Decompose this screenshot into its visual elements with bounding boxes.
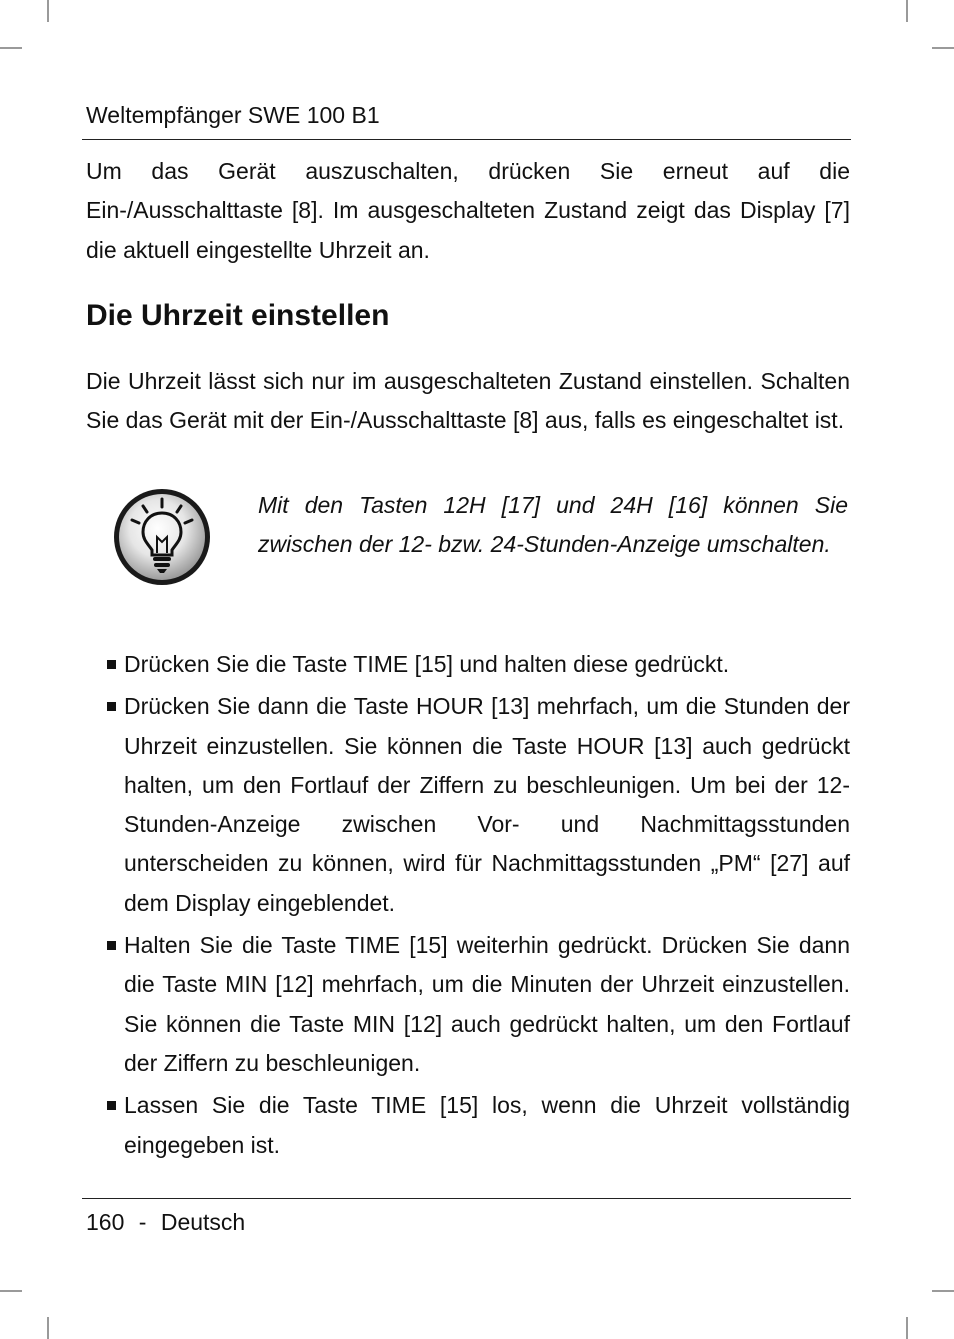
step-text: Halten Sie die Taste TIME [15] weiterhin gedrückt. Drücken Sie dann die Taste MIN [12] mehrfach, um die Minuten der Uhrzeit einzustellen. Sie können die Taste MIN [12] auch gedrückt halten, um den Fortlauf der Ziffern zu beschleunigen. [124, 932, 850, 1076]
intro-paragraph: Um das Gerät auszuschalten, drücken Sie erneut auf die Ein-/Ausschalttaste [8]. Im ausgeschalteten Zustand zeigt das Display [7] die aktuell eingestellte Uhrzeit an. [86, 158, 850, 263]
section-heading: Die Uhrzeit einstellen [86, 299, 390, 332]
crop-mark [0, 47, 22, 49]
footer-separator: - [138, 1209, 147, 1235]
crop-mark [0, 1290, 22, 1292]
footer-rule [82, 1198, 851, 1199]
steps-list [86, 645, 850, 1168]
list-item [86, 926, 850, 1083]
page-footer [86, 1207, 245, 1237]
crop-mark [932, 1290, 954, 1292]
crop-mark [47, 1317, 49, 1339]
crop-mark [932, 47, 954, 49]
list-item [86, 645, 850, 684]
step-text: Drücken Sie dann die Taste HOUR [13] mehrfach, um die Stunden der Uhrzeit einzustellen. Sie können die Taste HOUR [13] auch gedrückt halten, um den Fortlauf der Ziffern zu beschleunigen. Um bei der 12-Stunden-Anzeige zwischen Vor- und Nachmittagsstunden unterscheiden zu können, wird für Nachmittagsstunden „PM“ [27] auf dem Display eingeblendet. [124, 693, 850, 916]
list-item [86, 687, 850, 923]
crop-mark [47, 0, 49, 22]
lightbulb-icon [112, 487, 212, 587]
bullet-square-icon [107, 941, 116, 950]
section-paragraph: Die Uhrzeit lässt sich nur im ausgeschalteten Zustand einstellen. Schalten Sie das Gerät mit der Ein-/Ausschalttaste [8] aus, falls es eingeschaltet ist. [86, 368, 850, 434]
header-rule [82, 139, 851, 140]
list-item [86, 1086, 850, 1165]
step-text: Drücken Sie die Taste TIME [15] und halten diese gedrückt. [124, 651, 730, 677]
bullet-square-icon [107, 702, 116, 711]
step-text: Lassen Sie die Taste TIME [15] los, wenn die Uhrzeit vollständig eingegeben ist. [124, 1092, 850, 1158]
tip-text: Mit den Tasten 12H [17] und 24H [16] können Sie zwischen der 12- bzw. 24-Stunden-Anzeige umschalten. [258, 492, 848, 558]
crop-mark [906, 1317, 908, 1339]
page-number: 160 [86, 1209, 125, 1235]
page-header-title: Weltempfänger SWE 100 B1 [86, 102, 380, 128]
bullet-square-icon [107, 1101, 116, 1110]
bullet-square-icon [107, 660, 116, 669]
crop-mark [906, 0, 908, 22]
footer-language: Deutsch [160, 1209, 246, 1235]
